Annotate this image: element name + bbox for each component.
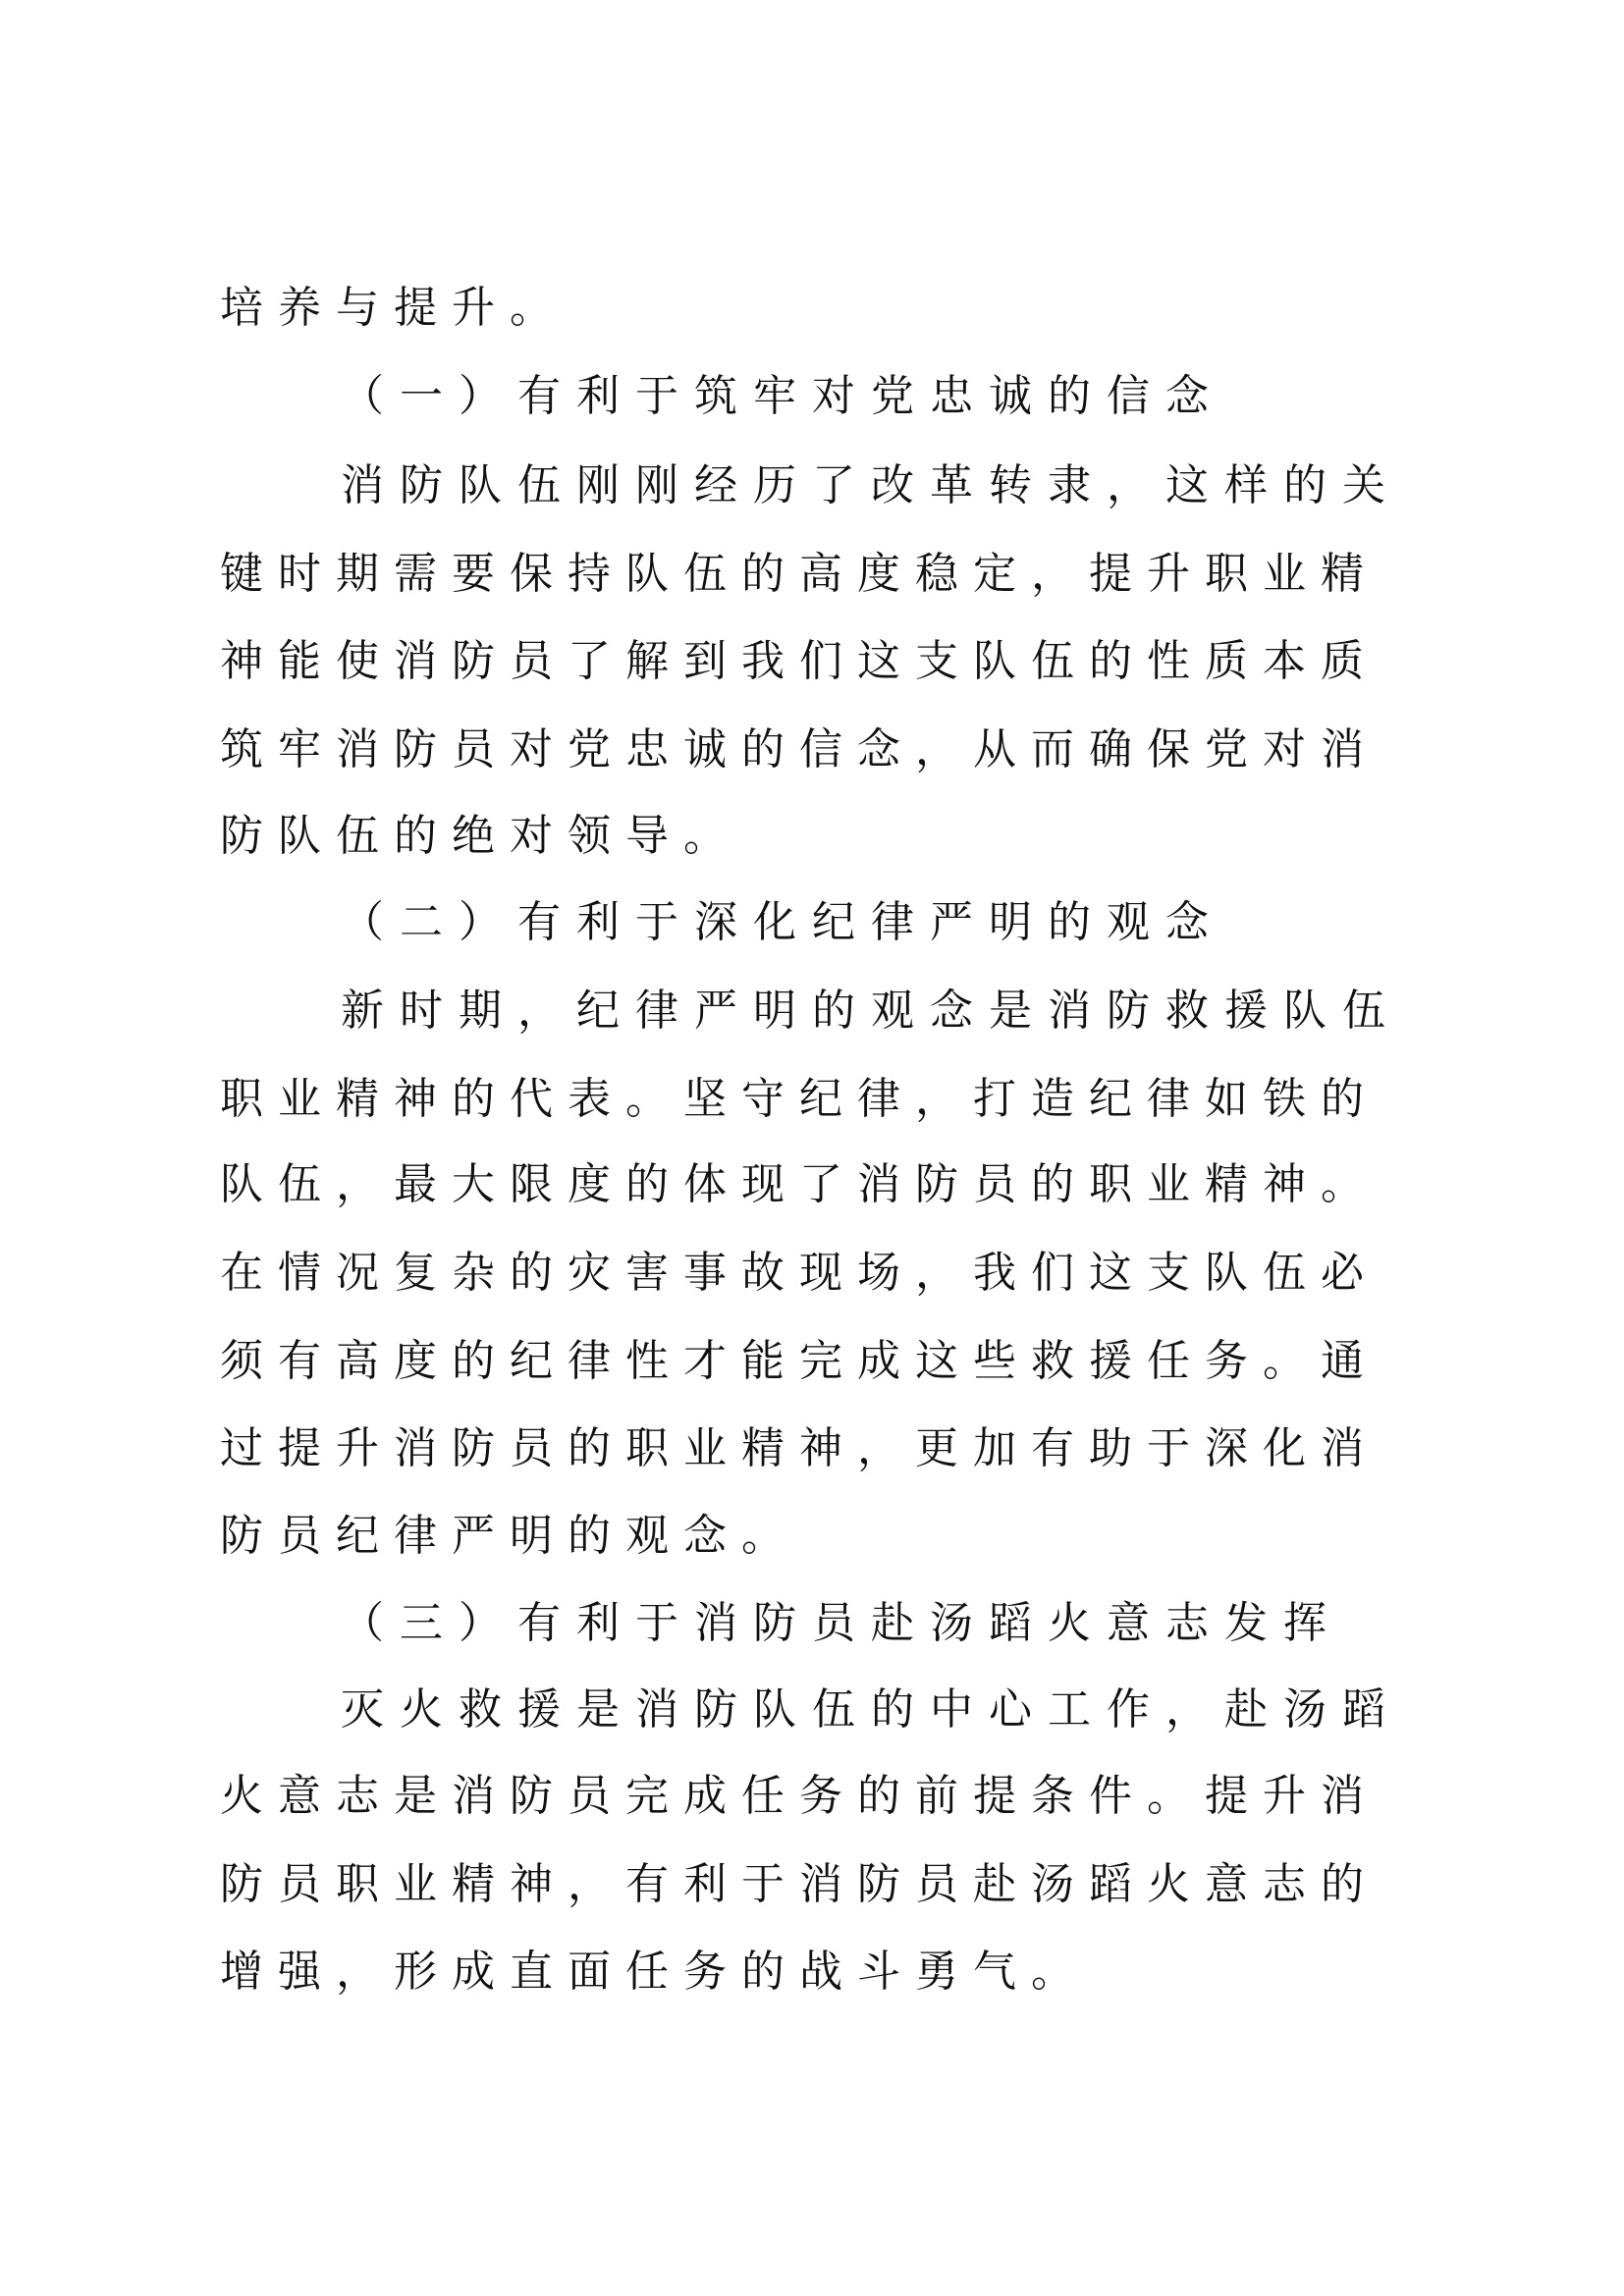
text-line: 在情况复杂的灾害事故现场，我们这支队伍必 (220, 1248, 1379, 1298)
section-heading-1: （一）有利于筑牢对党忠诚的信念 (341, 371, 1224, 421)
text-line: 防队伍的绝对领导。 (220, 811, 741, 861)
paragraph-first-line: 新时期，纪律严明的观念是消防救援队伍 (341, 986, 1401, 1036)
text-line: 过提升消防员的职业精神，更加有助于深化消 (220, 1423, 1379, 1473)
section-heading-3: （三）有利于消防员赴汤蹈火意志发挥 (341, 1598, 1342, 1648)
text-line: 职业精神的代表。坚守纪律，打造纪律如铁的 (220, 1074, 1379, 1124)
text-line: 须有高度的纪律性才能完成这些救援任务。通 (220, 1336, 1379, 1386)
paragraph-first-line: 消防队伍刚刚经历了改革转隶，这样的关 (341, 460, 1401, 510)
text-line: 防员纪律严明的观念。 (220, 1511, 799, 1561)
text-line: 培养与提升。 (220, 283, 568, 333)
text-line: 键时期需要保持队伍的高度稳定，提升职业精 (220, 549, 1379, 599)
paragraph-first-line: 灭火救援是消防队伍的中心工作，赴汤蹈 (341, 1684, 1401, 1735)
text-line: 筑牢消防员对党忠诚的信念，从而确保党对消 (220, 724, 1379, 774)
text-line: 增强，形成直面任务的战斗勇气。 (220, 1947, 1089, 1997)
section-heading-2: （二）有利于深化纪律严明的观念 (341, 897, 1224, 947)
text-line: 火意志是消防员完成任务的前提条件。提升消 (220, 1771, 1379, 1821)
text-line: 队伍，最大限度的体现了消防员的职业精神。 (220, 1159, 1379, 1209)
text-line: 神能使消防员了解到我们这支队伍的性质本质 (220, 636, 1379, 686)
text-line: 防员职业精神，有利于消防员赴汤蹈火意志的 (220, 1859, 1379, 1909)
